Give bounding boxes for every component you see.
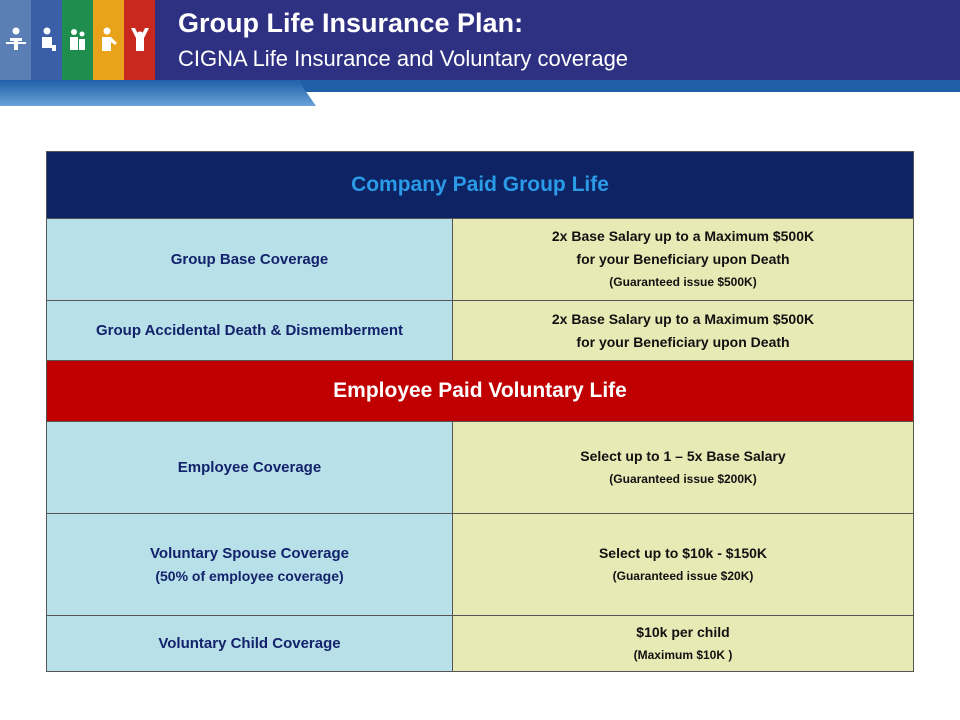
coverage-value-line: for your Beneficiary upon Death (576, 333, 790, 350)
section-row-employee-paid (47, 361, 914, 422)
employee-paid-heading: Employee Paid Voluntary Life (47, 361, 914, 422)
header-band (0, 0, 960, 80)
coverage-label-text: Group Accidental Death & Dismemberment (95, 321, 403, 339)
company-paid-heading: Company Paid Group Life (47, 152, 914, 219)
coverage-table (46, 151, 914, 672)
coverage-note: (Guaranteed issue $200K) (609, 471, 757, 486)
coverage-sub-label: (50% of employee coverage) (155, 567, 344, 584)
logo-strip (0, 0, 155, 80)
coverage-value-line: 2x Base Salary up to a Maximum $500K (551, 228, 815, 244)
coverage-label (47, 616, 453, 672)
page-title: Group Life Insurance Plan: (178, 8, 524, 38)
logo-panel-2 (31, 0, 62, 80)
coverage-value (453, 616, 914, 672)
coverage-value (453, 514, 914, 616)
coverage-label (47, 422, 453, 514)
header-underline-decoration (0, 80, 960, 106)
coverage-label-text: Employee Coverage (177, 458, 322, 476)
person-at-desk-icon (5, 26, 27, 54)
coverage-label (47, 301, 453, 361)
coverage-note: (Guaranteed issue $20K) (612, 568, 754, 583)
coverage-value (453, 301, 914, 361)
logo-panel-5 (124, 0, 155, 80)
coverage-label-text: Group Base Coverage (170, 250, 329, 268)
coverage-value-line: Select up to 1 – 5x Base Salary (580, 447, 786, 464)
coverage-note: (Guaranteed issue $500K) (609, 275, 757, 289)
person-arms-raised-icon (129, 26, 151, 54)
coverage-value-line: Select up to $10k - $150K (598, 544, 768, 561)
coverage-value-line: for your Beneficiary upon Death (576, 251, 790, 267)
coverage-value (453, 219, 914, 301)
person-sitting-icon (36, 26, 58, 54)
logo-panel-1 (0, 0, 31, 80)
coverage-value-line: 2x Base Salary up to a Maximum $500K (551, 310, 815, 327)
table-row (47, 616, 914, 672)
coverage-value-line: $10k per child (636, 623, 730, 640)
logo-panel-4 (93, 0, 124, 80)
section-row-company-paid (47, 152, 914, 219)
table-row (47, 301, 914, 361)
person-reading-icon (98, 26, 120, 54)
table-row (47, 219, 914, 301)
page-subtitle: CIGNA Life Insurance and Voluntary coverage (178, 46, 629, 71)
coverage-label (47, 514, 453, 616)
table-row (47, 514, 914, 616)
coverage-label-text: Voluntary Spouse Coverage (150, 544, 349, 562)
family-icon (67, 26, 89, 54)
table-row (47, 422, 914, 514)
coverage-value (453, 422, 914, 514)
coverage-note: (Maximum $10K ) (633, 647, 733, 662)
coverage-label (47, 219, 453, 301)
logo-panel-3 (62, 0, 93, 80)
coverage-label-text: Voluntary Child Coverage (158, 634, 341, 652)
